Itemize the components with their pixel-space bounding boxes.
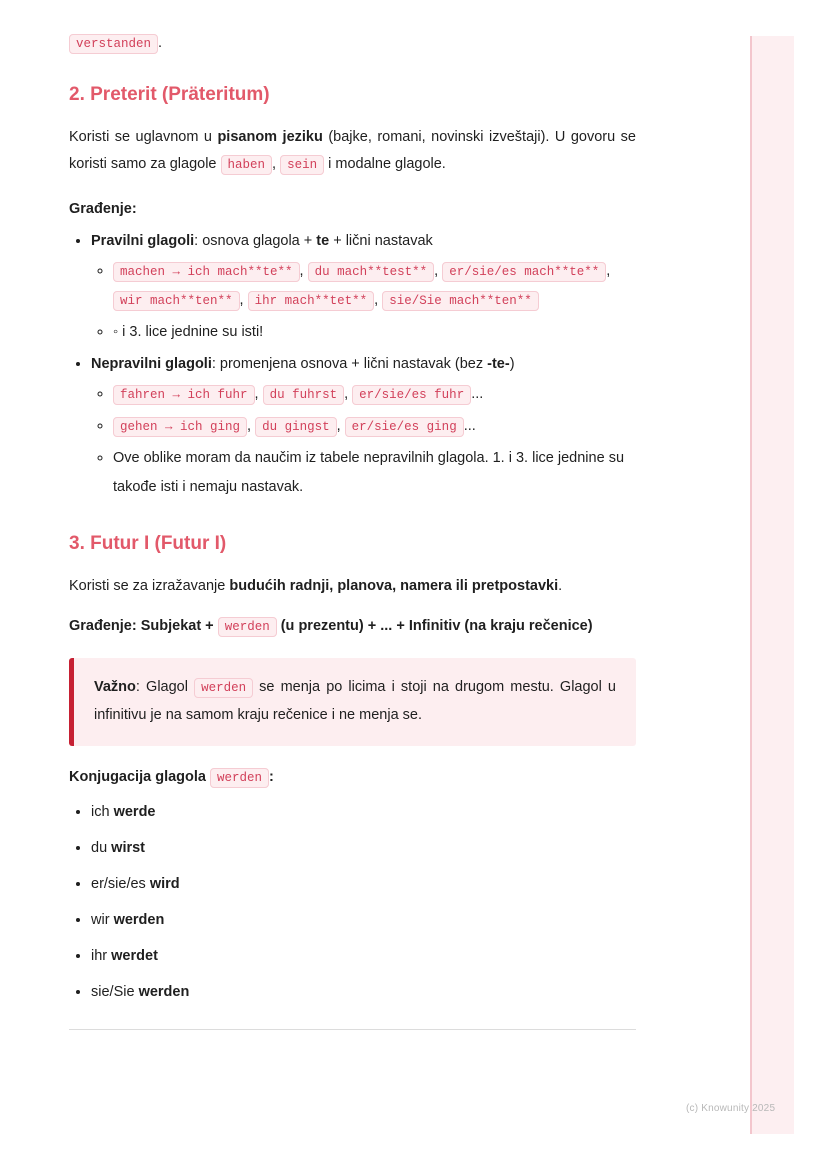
preterit-intro-part3: i modalne glagole. bbox=[324, 155, 446, 172]
futur-formula-suffix: (u prezentu) + ... + Infinitiv (na kraju rečenice) bbox=[276, 618, 593, 635]
regular-verbs-sublist bbox=[91, 257, 636, 347]
preterit-intro-part1: Koristi se uglavnom u bbox=[69, 128, 218, 145]
preterit-intro bbox=[69, 124, 636, 178]
continuation-punctuation: . bbox=[158, 35, 163, 51]
conjugation-title bbox=[69, 764, 636, 791]
regular-verbs-note: ◦ ◦ i 3. lice jednine su isti! bbox=[113, 318, 636, 347]
code-gehen-ersiees: er/sie/es ging bbox=[345, 417, 464, 437]
code-gehen-du: du gingst bbox=[255, 417, 337, 437]
continuation-line bbox=[69, 30, 636, 57]
irregular-verbs-sublist bbox=[91, 380, 636, 502]
preterit-intro-bold: pisanom jeziku bbox=[217, 128, 323, 145]
callout-label: Važno bbox=[94, 679, 136, 696]
irregular-verbs-note: ◦ Ove oblike moram da naučim iz tabele nepravilnih glagola. 1. i 3. lice jednine su takođe isti i nemaju nastavak. bbox=[113, 444, 636, 502]
pronoun-siesie: sie/Sie bbox=[91, 984, 139, 1001]
page-side-strip bbox=[750, 36, 794, 1134]
conjugation-list bbox=[69, 801, 636, 1005]
list-item bbox=[91, 837, 636, 860]
pronoun-du: du bbox=[91, 839, 112, 856]
irregular-verbs-label: Nepravilni glagoli bbox=[91, 356, 212, 373]
list-item-regular-verbs bbox=[91, 228, 636, 347]
code-sein: sein bbox=[280, 155, 324, 175]
gehen-ellipsis: ... bbox=[463, 417, 476, 434]
code-verstanden: verstanden bbox=[69, 34, 158, 54]
regular-verbs-label: Pravilni glagoli bbox=[91, 233, 195, 250]
pronoun-wir: wir bbox=[91, 912, 114, 929]
code-haben: haben bbox=[221, 155, 273, 175]
form-wird: wird bbox=[149, 875, 180, 892]
list-item bbox=[91, 801, 636, 824]
code-machen-ersiees: er/sie/es mach**te** bbox=[442, 262, 606, 282]
preterit-intro-comma: , bbox=[272, 155, 277, 172]
regular-verbs-rest: : osnova glagola + bbox=[194, 233, 317, 250]
form-werdet: werdet bbox=[111, 948, 158, 965]
code-machen-ich: machen → ich mach**te** bbox=[113, 262, 300, 282]
list-item bbox=[91, 945, 636, 968]
futur-intro bbox=[69, 573, 636, 600]
footer-divider bbox=[69, 1029, 636, 1030]
heading-preterit: 2. Preterit (Präteritum) bbox=[69, 84, 270, 105]
code-fahren-du: du fuhrst bbox=[263, 385, 345, 405]
fahren-ellipsis: ... bbox=[471, 385, 484, 402]
futur-intro-part1: Koristi se za izražavanje bbox=[69, 577, 230, 594]
irregular-forms-gehen: ◦ gehen → ich ging , du gingst , er/sie/es ging ... bbox=[113, 412, 636, 441]
preterit-intro-part2: (bajke, romani, novinski izveštaji). U govoru se koristi samo za glagole bbox=[69, 128, 636, 172]
form-wirst: wirst bbox=[111, 839, 146, 856]
list-item-irregular-verbs bbox=[91, 351, 636, 502]
code-machen-wir: wir mach**ten** bbox=[113, 291, 240, 311]
form-werde: werde bbox=[113, 803, 156, 820]
important-callout bbox=[69, 658, 636, 745]
form-werden-wir: werden bbox=[113, 912, 165, 929]
list-item bbox=[91, 981, 636, 1004]
pronoun-ersiees: er/sie/es bbox=[91, 875, 150, 892]
irregular-verbs-rest: : promenjena osnova + lični nastavak (bez bbox=[211, 356, 488, 373]
code-fahren-ich: fahren → ich fuhr bbox=[113, 385, 255, 405]
futur-formula bbox=[69, 613, 636, 640]
conjugation-prefix: Konjugacija glagola bbox=[69, 768, 210, 785]
regular-verbs-rest2: + lični nastavak bbox=[329, 233, 433, 250]
code-machen-siesie: sie/Sie mach**ten** bbox=[382, 291, 539, 311]
irregular-verbs-rest2: ) bbox=[509, 356, 515, 373]
form-werden-siesie: werden bbox=[138, 984, 190, 1001]
build-label-text: Građenje: bbox=[69, 200, 137, 217]
futur-intro-part2: . bbox=[558, 577, 563, 594]
list-item bbox=[91, 909, 636, 932]
code-werden-conjugation: werden bbox=[210, 768, 269, 788]
futur-intro-bold: budućih radnji, planova, namera ili pretpostavki bbox=[229, 577, 559, 594]
code-fahren-ersiees: er/sie/es fuhr bbox=[352, 385, 471, 405]
code-gehen-ich: gehen → ich ging bbox=[113, 417, 247, 437]
regular-verbs-suffix-bold: te bbox=[316, 233, 330, 250]
preterit-build-label bbox=[69, 196, 636, 223]
regular-verbs-forms: ◦ machen → ich mach**te** , du mach**test** , er/sie/es mach**te** , wir mach**ten** , ihr mach**tet** , sie/Sie mach**ten** bbox=[113, 257, 636, 315]
code-machen-du: du mach**test** bbox=[308, 262, 435, 282]
code-werden-callout: werden bbox=[194, 678, 253, 698]
preterit-list bbox=[69, 228, 636, 502]
callout-text bbox=[94, 674, 616, 729]
callout-part1: : Glagol bbox=[135, 679, 195, 696]
code-machen-ihr: ihr mach**tet** bbox=[248, 291, 375, 311]
futur-formula-prefix: Građenje: Subjekat + bbox=[69, 618, 218, 635]
heading-futur: 3. Futur I (Futur I) bbox=[69, 532, 227, 554]
pronoun-ihr: ihr bbox=[91, 948, 112, 965]
conjugation-suffix: : bbox=[269, 768, 274, 785]
list-item bbox=[91, 873, 636, 896]
pronoun-ich: ich bbox=[91, 803, 114, 820]
copyright-footer: (c) Knowunity 2025 bbox=[686, 1103, 776, 1114]
irregular-forms-fahren: ◦ fahren → ich fuhr , du fuhrst , er/sie/es fuhr ... bbox=[113, 380, 636, 409]
document-content bbox=[69, 30, 636, 1030]
callout-part2: se menja po licima i stoji na drugom mestu. Glagol u infinitivu je na samom kraju rečenice i ne menja se. bbox=[94, 679, 616, 723]
irregular-verbs-bold-mid: -te- bbox=[487, 356, 510, 373]
code-werden-formula: werden bbox=[218, 617, 277, 637]
